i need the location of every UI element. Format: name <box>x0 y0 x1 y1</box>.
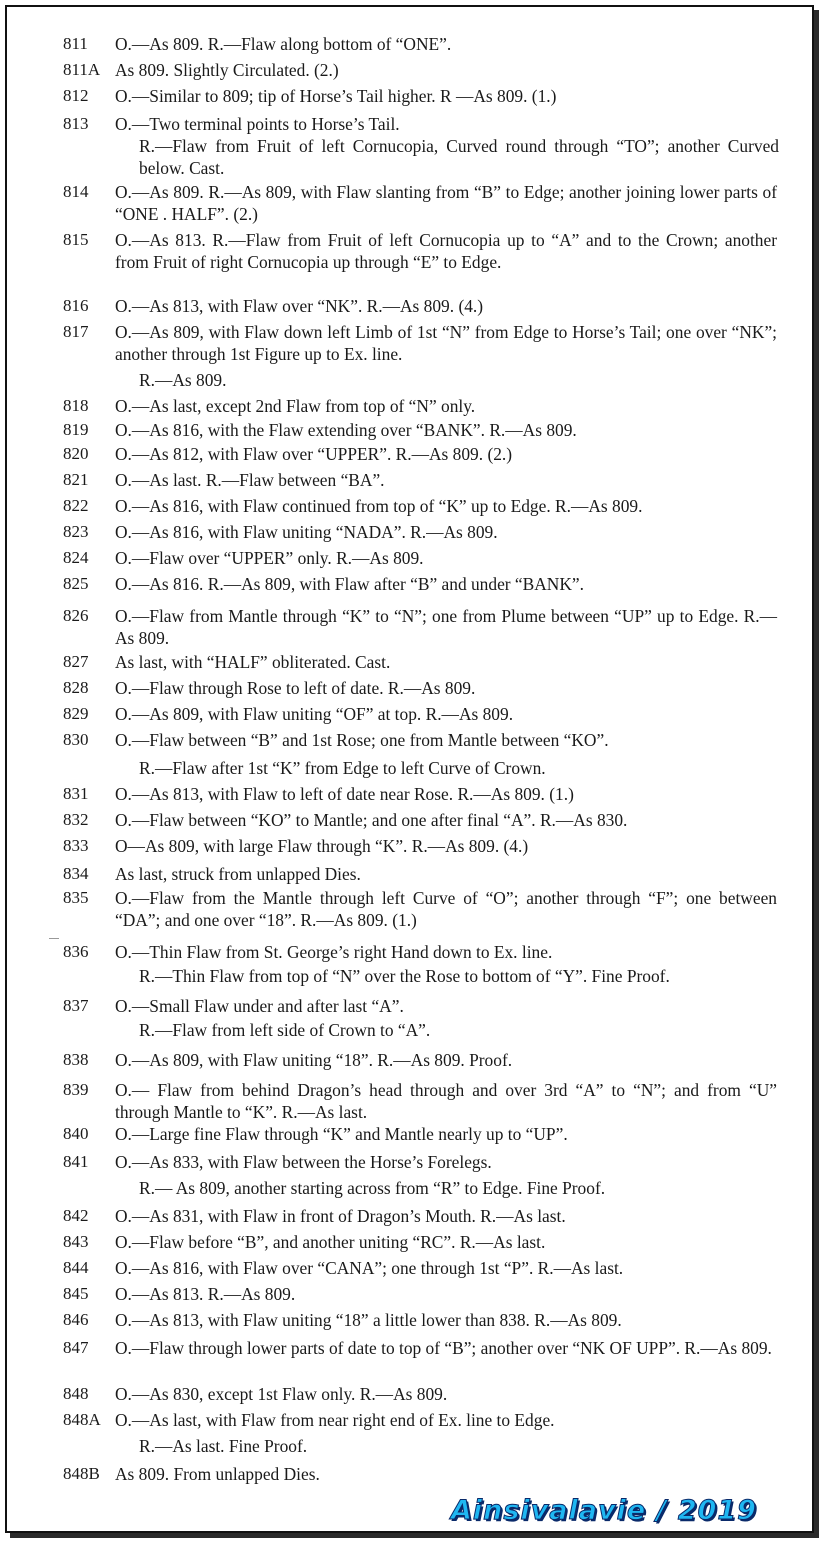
catalogue-entry <box>7 419 587 441</box>
entry-text: O.— Flaw from behind Dragon’s head through and over 3rd “A” to “N”; and from “U” through Mantle to “K”. R.—As last. <box>115 1080 777 1122</box>
page-frame <box>5 5 814 1533</box>
entry-text: R.—Thin Flaw from top of “N” over the Rose to bottom of “Y”. Fine Proof. <box>139 966 670 986</box>
catalogue-entry <box>7 677 485 699</box>
entry-number: 833 <box>63 836 89 855</box>
entry-text: O.—Flaw through Rose to left of date. R.—As 809. <box>115 678 476 698</box>
entry-text: As 809. Slightly Circulated. (2.) <box>115 60 339 80</box>
catalogue-entry <box>7 321 787 365</box>
entry-text: O.—As 816, with Flaw over “CANA”; one through 1st “P”. R.—As last. <box>115 1258 624 1278</box>
entry-number: 848 <box>63 1384 89 1403</box>
catalogue-entry <box>7 59 349 81</box>
entry-text: As last, struck from unlapped Dies. <box>115 864 361 884</box>
entry-number: 848A <box>63 1410 101 1429</box>
entry-number: 822 <box>63 496 89 515</box>
catalogue-entry <box>7 1383 457 1405</box>
entry-text: O.—As 813. R.—As 809. <box>115 1284 296 1304</box>
entry-number: 845 <box>63 1284 89 1303</box>
entry-text: O.—Flaw over “UPPER” only. R.—As 809. <box>115 548 424 568</box>
entry-text: O.—As 812, with Flaw over “UPPER”. R.—As 809. (2.) <box>115 444 513 464</box>
catalogue-entry <box>7 783 584 805</box>
catalogue-entry <box>7 573 594 595</box>
catalogue-entry <box>7 1123 578 1145</box>
catalogue-entry <box>7 295 493 317</box>
catalogue-entry <box>7 229 787 273</box>
entry-number: 836 <box>63 942 89 961</box>
entry-text: O.—Flaw from Mantle through “K” to “N”; one from Plume between “UP” up to Edge. R.—As 809. <box>115 606 777 648</box>
entry-text: O.—As last. R.—Flaw between “BA”. <box>115 470 385 490</box>
entry-number: 840 <box>63 1124 89 1143</box>
entry-number: 848B <box>63 1464 100 1483</box>
entry-number: 831 <box>63 784 89 803</box>
entry-text: O.—Flaw between “B” and 1st Rose; one from Mantle between “KO”. <box>115 730 609 750</box>
entry-text: As last, with “HALF” obliterated. Cast. <box>115 652 391 672</box>
catalogue-entry <box>7 469 395 491</box>
entry-text: As 809. From unlapped Dies. <box>115 1464 320 1484</box>
entry-number: 819 <box>63 420 89 439</box>
entry-text: R.—As last. Fine Proof. <box>139 1436 308 1456</box>
entry-text: O.—Small Flaw under and after last “A”. <box>115 996 404 1016</box>
entry-number: 823 <box>63 522 89 541</box>
entry-number: 826 <box>63 606 89 625</box>
catalogue-entry <box>7 1463 330 1485</box>
entry-number: 841 <box>63 1152 89 1171</box>
catalogue-entry <box>7 1151 502 1173</box>
entry-continuation <box>7 1177 621 1199</box>
entry-text: O.—As 809, with Flaw uniting “18”. R.—As 809. Proof. <box>115 1050 513 1070</box>
entry-number: 832 <box>63 810 89 829</box>
entry-number: 844 <box>63 1258 89 1277</box>
entry-number: 846 <box>63 1310 89 1329</box>
entry-number: 838 <box>63 1050 89 1069</box>
catalogue-entry <box>7 651 400 673</box>
catalogue-entry <box>7 85 566 107</box>
catalogue-entry <box>7 729 619 751</box>
entry-number: 827 <box>63 652 89 671</box>
entry-text: O.—Flaw from the Mantle through left Curve of “O”; another through “F”; one between “DA”; and one over “18”. R.—As 809. (1.) <box>115 888 777 930</box>
entry-number: 830 <box>63 730 89 749</box>
entry-text: O—As 809, with large Flaw through “K”. R.—As 809. (4.) <box>115 836 529 856</box>
entry-text: O.—As 833, with Flaw between the Horse’s Forelegs. <box>115 1152 492 1172</box>
catalogue-entry <box>7 835 538 857</box>
entry-text: O.—As 813, with Flaw over “NK”. R.—As 809. (4.) <box>115 296 484 316</box>
entry-continuation <box>7 1019 446 1041</box>
entry-number: 820 <box>63 444 89 463</box>
entry-text: R.—Flaw from Fruit of left Cornucopia, Curved round through “TO”; another Curved below. Cast. <box>139 136 779 178</box>
entry-text: R.— As 809, another starting across from “R” to Edge. Fine Proof. <box>139 1178 606 1198</box>
entry-continuation <box>7 135 795 179</box>
entry-text: O.—Similar to 809; tip of Horse’s Tail higher. R —As 809. (1.) <box>115 86 557 106</box>
catalogue-entry <box>7 1337 787 1359</box>
left-margin-mark <box>49 938 59 939</box>
catalogue-page <box>7 7 812 1531</box>
entry-number: 812 <box>63 86 89 105</box>
entry-text: O.—Flaw between “KO” to Mantle; and one after final “A”. R.—As 830. <box>115 810 628 830</box>
catalogue-entry <box>7 863 371 885</box>
entry-text: O.—As 813, with Flaw to left of date near Rose. R.—As 809. (1.) <box>115 784 574 804</box>
catalogue-entry <box>7 703 523 725</box>
entry-text: O.—As 831, with Flaw in front of Dragon’s Mouth. R.—As last. <box>115 1206 566 1226</box>
catalogue-entry <box>7 1283 305 1305</box>
entry-text: O.—As 816, with the Flaw extending over “BANK”. R.—As 809. <box>115 420 577 440</box>
catalogue-entry <box>7 1409 565 1431</box>
catalogue-entry <box>7 1079 787 1123</box>
entry-text: R.—Flaw after 1st “K” from Edge to left Curve of Crown. <box>139 758 546 778</box>
entry-number: 814 <box>63 182 89 201</box>
entry-number: 816 <box>63 296 89 315</box>
entry-number: 824 <box>63 548 89 567</box>
catalogue-entry <box>7 395 485 417</box>
entry-number: 811 <box>63 34 88 53</box>
entry-number: 847 <box>63 1338 89 1357</box>
catalogue-entry <box>7 995 414 1017</box>
catalogue-entry <box>7 1049 522 1071</box>
entry-text: O.—As 809. R.—Flaw along bottom of “ONE”. <box>115 34 452 54</box>
entry-text: O.—As 809, with Flaw uniting “OF” at top. R.—As 809. <box>115 704 514 724</box>
entry-number: 825 <box>63 574 89 593</box>
entry-text: O.—Flaw before “B”, and another uniting “RC”. R.—As last. <box>115 1232 546 1252</box>
entry-text: O.—Large fine Flaw through “K” and Mantle nearly up to “UP”. <box>115 1124 568 1144</box>
entry-number: 843 <box>63 1232 89 1251</box>
entry-text: O.—As last, with Flaw from near right end of Ex. line to Edge. <box>115 1410 555 1430</box>
catalogue-entry <box>7 941 562 963</box>
catalogue-entry <box>7 605 787 649</box>
entry-number: 835 <box>63 888 89 907</box>
entry-text: O.—As 809, with Flaw down left Limb of 1st “N” from Edge to Horse’s Tail; one over “NK”; another through 1st Figure up to Ex. line. <box>115 322 777 364</box>
catalogue-entry <box>7 181 787 225</box>
catalogue-entry <box>7 33 461 55</box>
entry-text: O.—As 816. R.—As 809, with Flaw after “B” and under “BANK”. <box>115 574 584 594</box>
entry-number: 842 <box>63 1206 89 1225</box>
entry-text: R.—Flaw from left side of Crown to “A”. <box>139 1020 431 1040</box>
catalogue-entry <box>7 113 410 135</box>
catalogue-entry <box>7 1309 632 1331</box>
catalogue-entry <box>7 1231 555 1253</box>
entry-number: 828 <box>63 678 89 697</box>
entry-text: R.—As 809. <box>139 370 227 390</box>
catalogue-entry <box>7 521 508 543</box>
entry-text: O.—Thin Flaw from St. George’s right Hand down to Ex. line. <box>115 942 553 962</box>
catalogue-entry <box>7 1205 576 1227</box>
catalogue-entry <box>7 1257 633 1279</box>
entry-number: 834 <box>63 864 89 883</box>
entry-text: O.—Two terminal points to Horse’s Tail. <box>115 114 400 134</box>
catalogue-entry <box>7 887 787 931</box>
entry-number: 829 <box>63 704 89 723</box>
entry-text: O.—As 809. R.—As 809, with Flaw slanting from “B” to Edge; another joining lower parts of “ONE . HALF”. (2.) <box>115 182 777 224</box>
entry-number: 813 <box>63 114 89 133</box>
watermark: Ainsivalavie / 2019 <box>451 1495 757 1526</box>
entry-number: 811A <box>63 60 101 79</box>
catalogue-entry <box>7 495 652 517</box>
entry-continuation <box>7 965 686 987</box>
entry-continuation <box>7 757 562 779</box>
entry-number: 818 <box>63 396 89 415</box>
entry-number: 821 <box>63 470 89 489</box>
entry-number: 815 <box>63 230 89 249</box>
entry-number: 817 <box>63 322 89 341</box>
entry-text: O.—As 813, with Flaw uniting “18” a little lower than 838. R.—As 809. <box>115 1310 622 1330</box>
catalogue-entry <box>7 547 434 569</box>
entry-number: 837 <box>63 996 89 1015</box>
entry-text: O.—Flaw through lower parts of date to top of “B”; another over “NK OF UPP”. R.—As 809. <box>115 1338 772 1358</box>
entry-text: O.—As 830, except 1st Flaw only. R.—As 809. <box>115 1384 448 1404</box>
entry-number: 839 <box>63 1080 89 1099</box>
catalogue-entry <box>7 443 522 465</box>
catalogue-entry <box>7 809 637 831</box>
entry-text: O.—As 816, with Flaw uniting “NADA”. R.—As 809. <box>115 522 498 542</box>
entry-continuation <box>7 369 242 391</box>
entry-text: O.—As 813. R.—Flaw from Fruit of left Cornucopia up to “A” and to the Crown; another from Fruit of right Cornucopia up through “E” to Edge. <box>115 230 777 272</box>
entry-text: O.—As 816, with Flaw continued from top of “K” up to Edge. R.—As 809. <box>115 496 643 516</box>
entry-text: O.—As last, except 2nd Flaw from top of “N” only. <box>115 396 476 416</box>
entry-continuation <box>7 1435 323 1457</box>
